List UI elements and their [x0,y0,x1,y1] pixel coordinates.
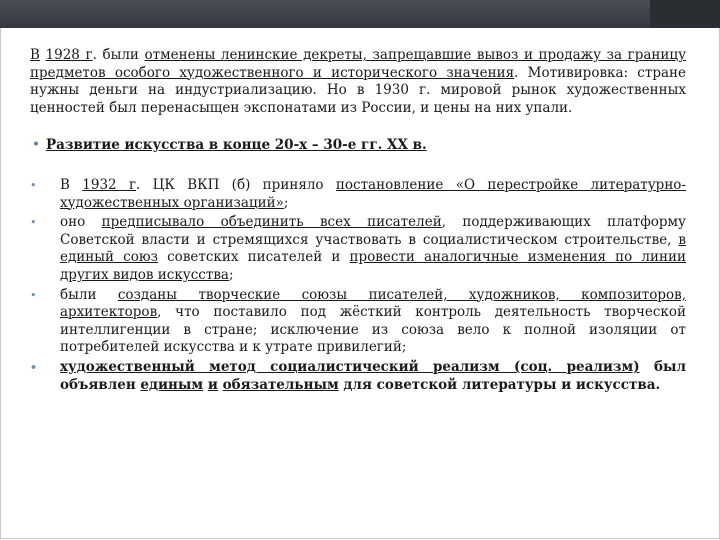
top-bar-accent [650,0,720,28]
slide-content [30,47,686,396]
list-item [30,177,686,212]
bullet-icon: • [32,137,40,154]
section-heading-text: Развитие искусства в конце 20-х – 30-е гг. XX в. [45,137,427,154]
text-segment: . были [92,47,139,63]
intro-paragraph [30,47,686,117]
bullet-icon: • [30,178,37,192]
text-segment: отменены ленинские декреты, запрещавшие вывоз и продажу за границу предметов особого художественного и исторического значения [30,47,687,81]
text-segment: созданы творческие союзы писателей, художников, композиторов, архитекторов [60,286,686,321]
text-segment: , поддерживающих платформу Советской власти и стремящихся участвовать в социалистическом строительстве, [60,214,686,248]
text-segment: , что поставило под жёсткий контроль деятельность творческой интеллигенции в стране; исключение из союза вело к полной изоляции от потребителей искусства и к утрате привилегий; [60,304,686,356]
text-segment: ; [228,266,234,283]
text-segment: ; [283,194,289,211]
bullet-icon: • [30,216,37,230]
text-segment: обязательным [222,376,339,393]
text-segment: 1928 г [45,47,93,63]
text-segment: постановление «О перестройке литературно-художественных организаций» [60,176,687,211]
text-segment: предписывало объединить всех писателей [101,214,442,231]
text-segment: 1932 г [82,176,137,193]
section-heading [30,137,686,155]
text-segment: провести аналогичные изменения по линии других видов искусства [60,249,687,283]
bullet-icon: • [30,360,38,374]
text-segment: был объявлен [60,358,686,393]
text-segment: художественный метод социалистический реализм (соц. реализм) [60,358,640,375]
bullet-list [30,177,686,394]
top-bar [0,0,720,28]
text-segment: советских писателей и [167,249,341,266]
text-segment: оно [60,214,86,231]
text-segment: и [207,376,218,393]
text-segment: . ЦК ВКП (б) приняло [136,176,324,193]
bullet-icon: • [30,288,37,302]
text-segment: для советской литературы и искусства. [343,376,661,393]
text-segment: В [30,47,40,63]
text-segment: В [60,176,70,193]
list-item [30,214,686,284]
text-segment: были [60,286,97,303]
text-segment: . Мотивировка: стране нужны деньги на индустриализацию. Но в 1930 г. мировой рынок художественных ценностей был перенасыщен экспонатами из России, и цены на них упали. [30,64,687,116]
list-item [30,287,686,357]
text-segment: в единый союз [60,231,686,266]
list-item [30,359,686,394]
text-segment: единым [140,376,204,393]
